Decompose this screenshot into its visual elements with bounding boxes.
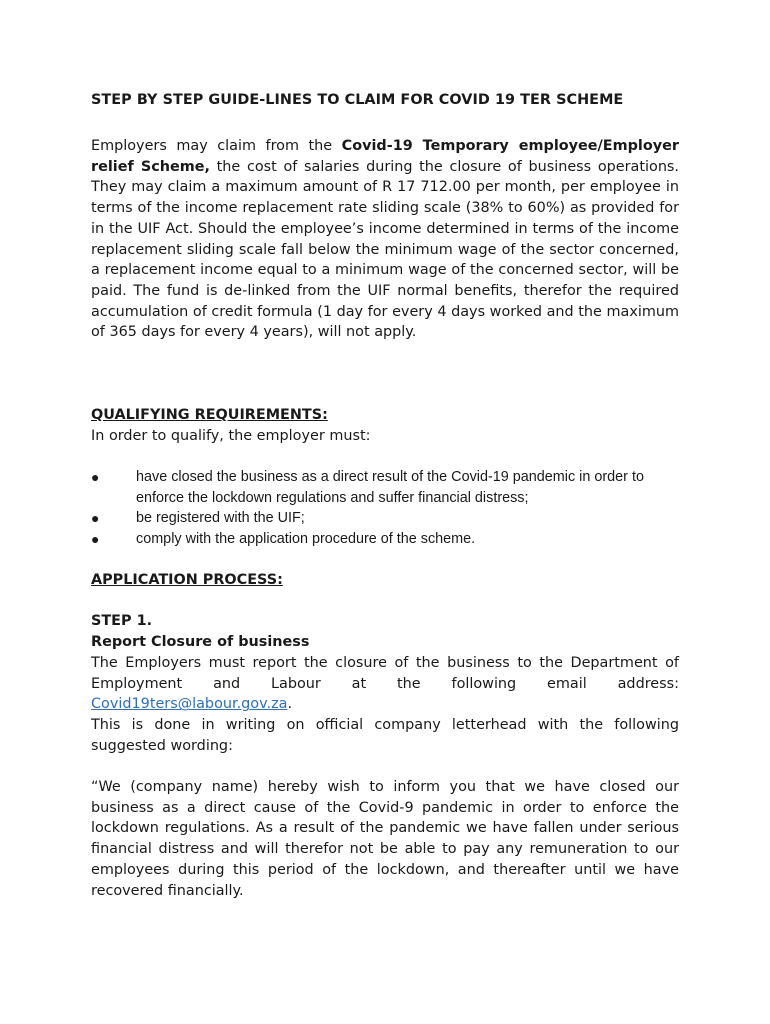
- step-title: Report Closure of business: [91, 634, 310, 650]
- intro-lead: Employers may claim from the: [91, 138, 342, 154]
- suggested-wording-quote: “We (company name) hereby wish to inform you that we have closed our business as a direct cause of the Covid-9 pandemic in order to enforce the lockdown regulations. As a result of the pandemic we have fallen under serious financial distress and will therefor not be able to pay any remuneration to our employees during this period of the lockdown, and thereafter until we have recovered financially.: [91, 779, 679, 899]
- intro-body: the cost of salaries during the closure of business operations. They may claim a maximum amount of R 17 712.00 per month, per employee in terms of the income replacement rate sliding scale (38% to 60%) as provided for in the UIF Act. Should the employee’s income determined in terms of the income replacement sliding scale fall below the minimum wage of the sector concerned, a replacement income equal to a minimum wage of the concerned sector, will be paid. The fund is de-linked from the UIF normal benefits, therefor the required accumulation of credit formula (1 day for every 4 days worked and the maximum of 365 days for every 4 years), will not apply.: [91, 158, 680, 341]
- scheme-name: Covid-19 Temporary employee/Employer relief Scheme,: [91, 138, 679, 175]
- report-line-1: The Employers must report the closure of the business to the Department of: [91, 655, 679, 671]
- bullet-icon: ●: [91, 510, 100, 526]
- email-tail: .: [287, 696, 293, 713]
- bullet-icon: ●: [91, 469, 100, 485]
- list-item: [91, 467, 679, 508]
- intro-paragraph: [91, 136, 679, 343]
- list-item: [91, 508, 679, 529]
- report-line-2: Employment and Labour at the following email address:: [91, 675, 679, 692]
- list-item: [91, 529, 679, 550]
- list-item-text: be registered with the UIF;: [136, 510, 305, 526]
- email-link[interactable]: Covid19ters@labour.gov.za: [91, 696, 288, 713]
- report-paragraph: [91, 653, 679, 715]
- step-label: STEP 1.: [91, 613, 153, 629]
- qualifying-heading: QUALIFYING REQUIREMENTS:: [91, 407, 328, 423]
- document-title: STEP BY STEP GUIDE-LINES TO CLAIM FOR COVID 19 TER SCHEME: [91, 92, 624, 108]
- wording-paragraph: This is done in writing on official company letterhead with the following suggested wording:: [91, 717, 679, 754]
- bullet-icon: ●: [91, 531, 100, 547]
- application-heading: APPLICATION PROCESS:: [91, 572, 283, 588]
- list-item-text: have closed the business as a direct result of the Covid-19 pandemic in order to enforce the lockdown regulations and suffer financial distress;: [136, 469, 644, 506]
- list-item-text: comply with the application procedure of the scheme.: [136, 531, 476, 547]
- qualifying-lead: In order to qualify, the employer must:: [91, 428, 371, 444]
